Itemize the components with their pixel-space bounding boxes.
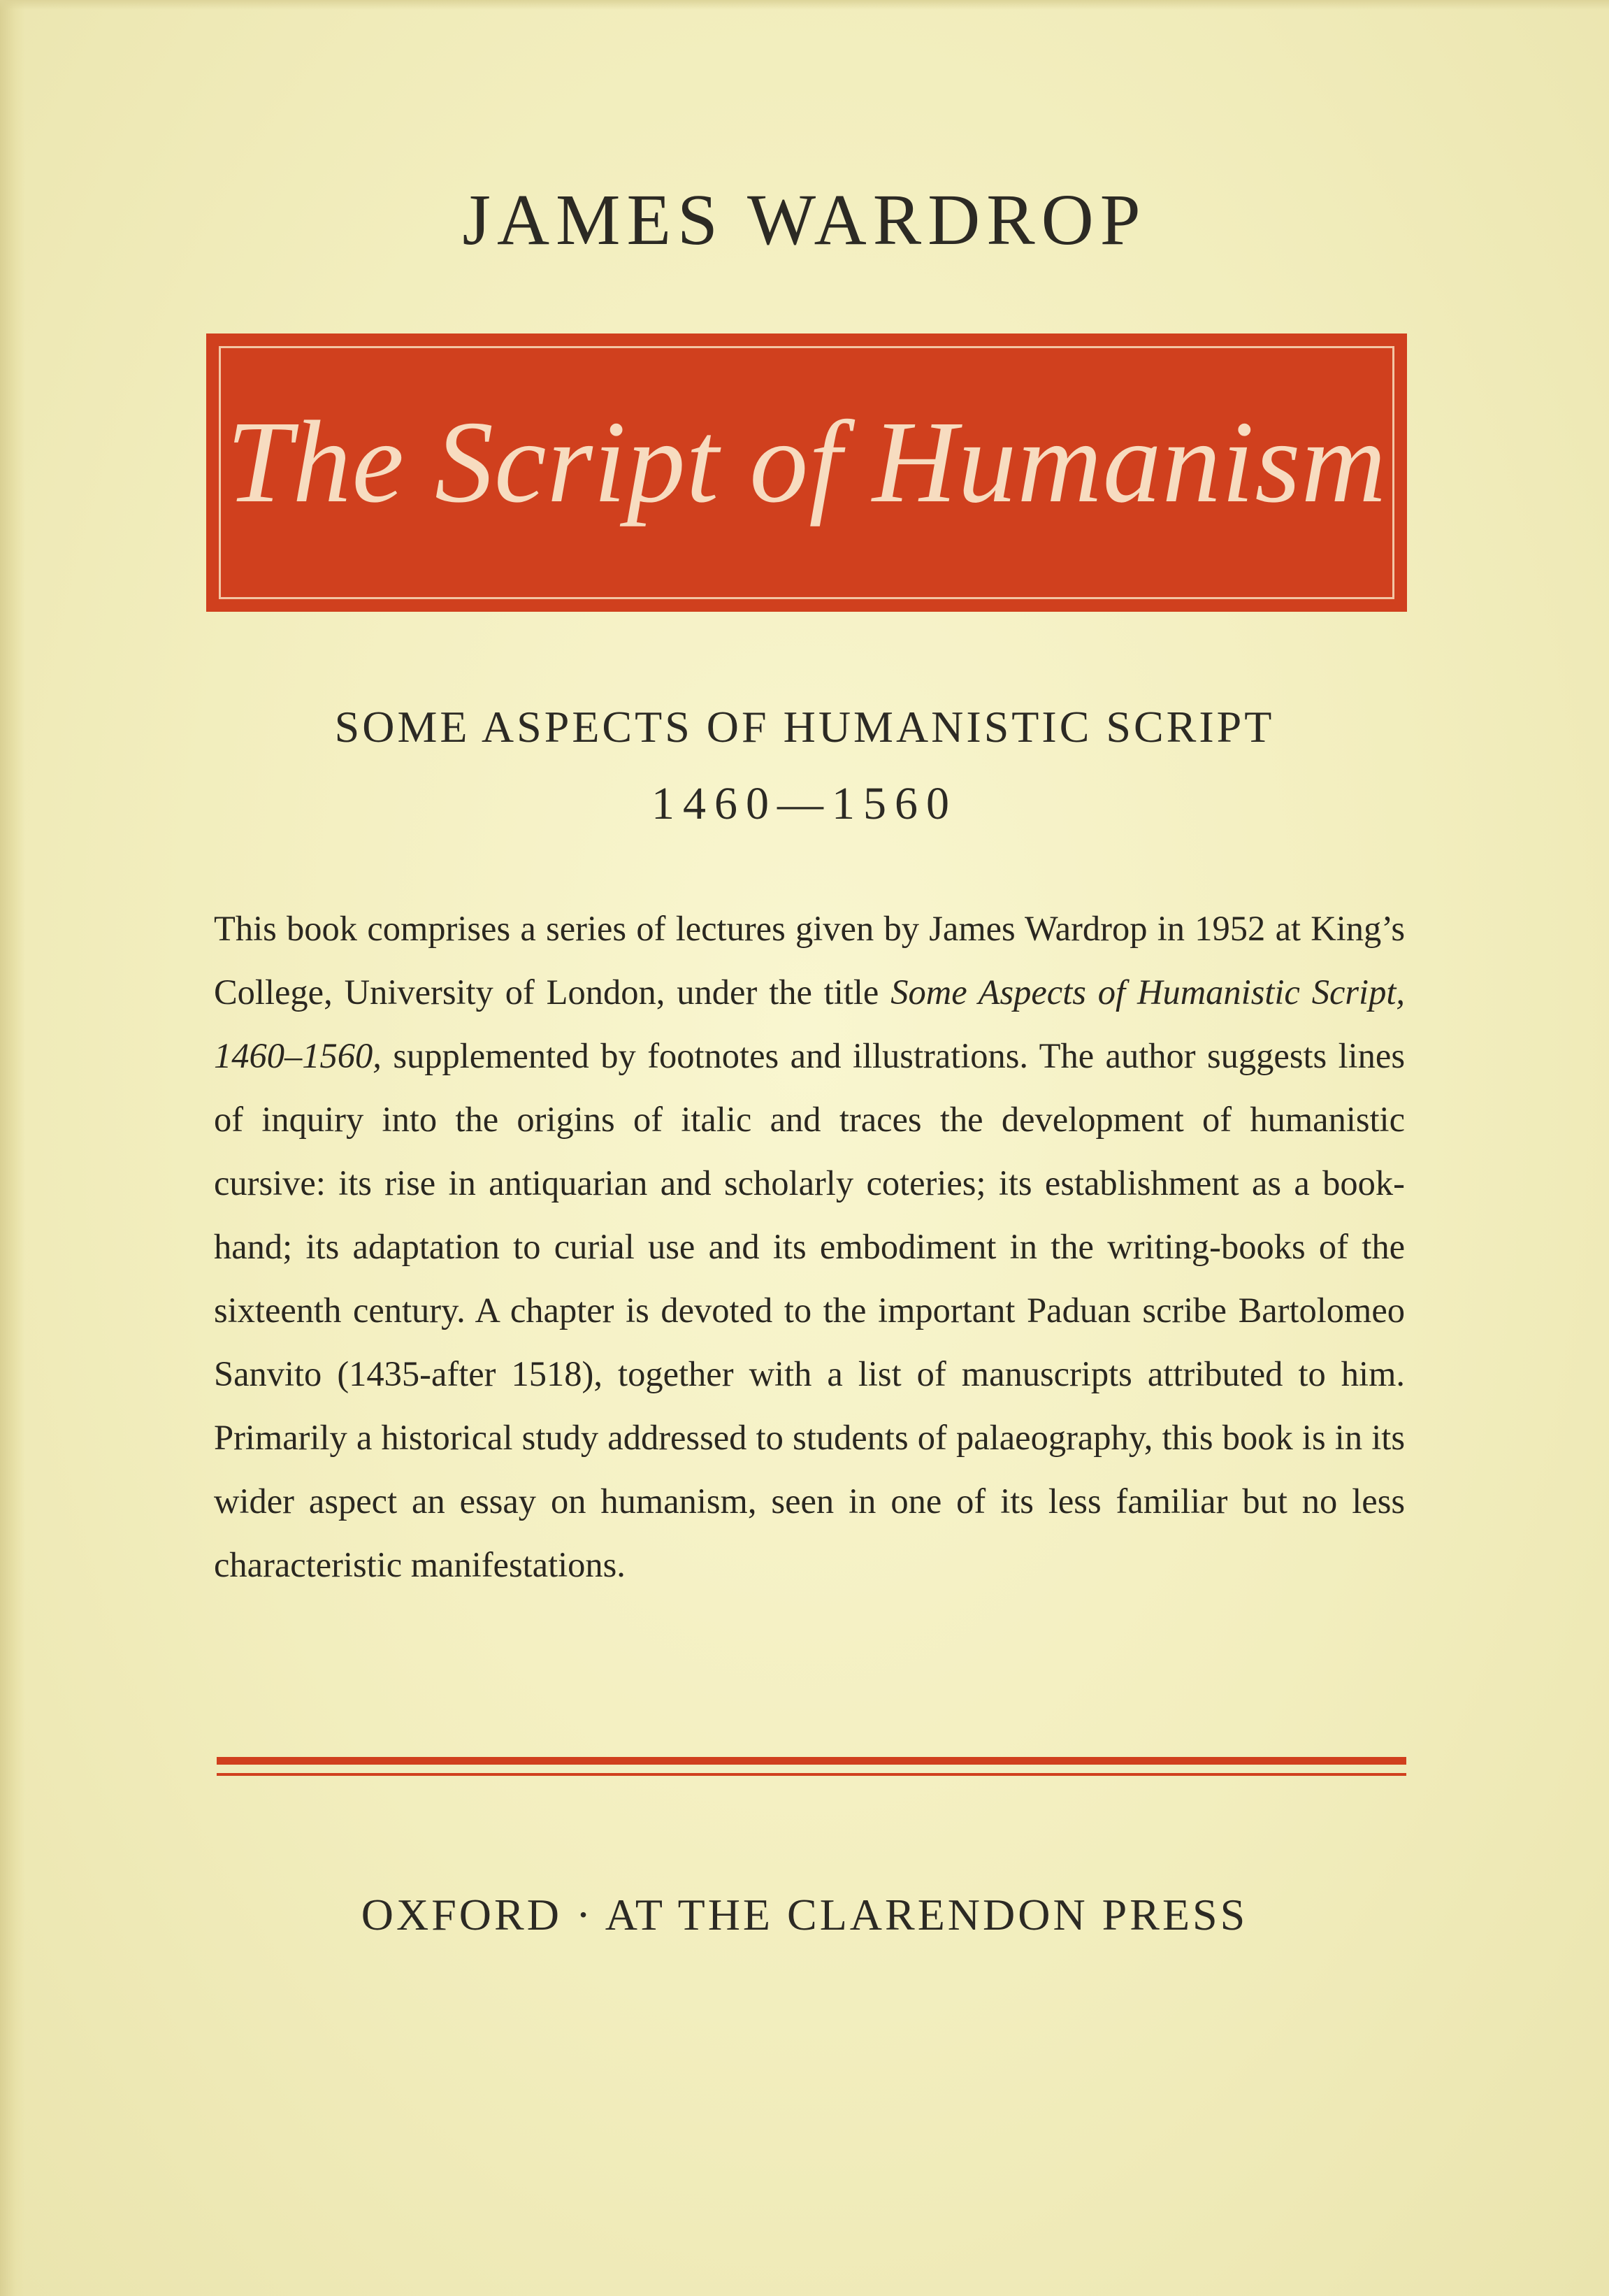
divider-rule-thick <box>217 1757 1406 1765</box>
blurb-paragraph <box>214 897 1405 1597</box>
year-range: 1460—1560 <box>651 778 958 829</box>
blurb-text-part2: supplemented by footnotes and illustrations. The author suggests lines of inquiry into the origins of italic and traces the development of humanistic cursive: its rise in antiquarian and scholarly coteries; its establishment as a book-hand; its adaptation to curial use and its embodiment in the writing-books of the sixteenth century. A chapter is devoted to the important Paduan scribe Bartolomeo Sanvito (1435-after 1518), together with a list of manuscripts attributed to him. Primarily a historical study addressed to students of palaeography, this book is in its wider aspect an essay on humanism, seen in one of its less familiar but no less characteristic manifestations. <box>214 1036 1405 1584</box>
subtitle: SOME ASPECTS OF HUMANISTIC SCRIPT <box>334 702 1275 752</box>
divider-rule-thin <box>217 1773 1406 1776</box>
publisher-imprint: OXFORD · AT THE CLARENDON PRESS <box>361 1890 1248 1939</box>
author-name: JAMES WARDROP <box>462 180 1147 260</box>
title-panel <box>206 333 1407 612</box>
spine-edge <box>0 0 25 2296</box>
blurb-italic-title: Some Aspects of Humanistic Script, 1460–1560, <box>214 973 1405 1075</box>
book-title: The Script of Humanism <box>226 396 1387 527</box>
blurb-text-part1: This book comprises a series of lectures given by James Wardrop in 1952 at King’s College, University of London, under the title <box>214 909 1405 1012</box>
top-edge <box>0 0 1609 10</box>
